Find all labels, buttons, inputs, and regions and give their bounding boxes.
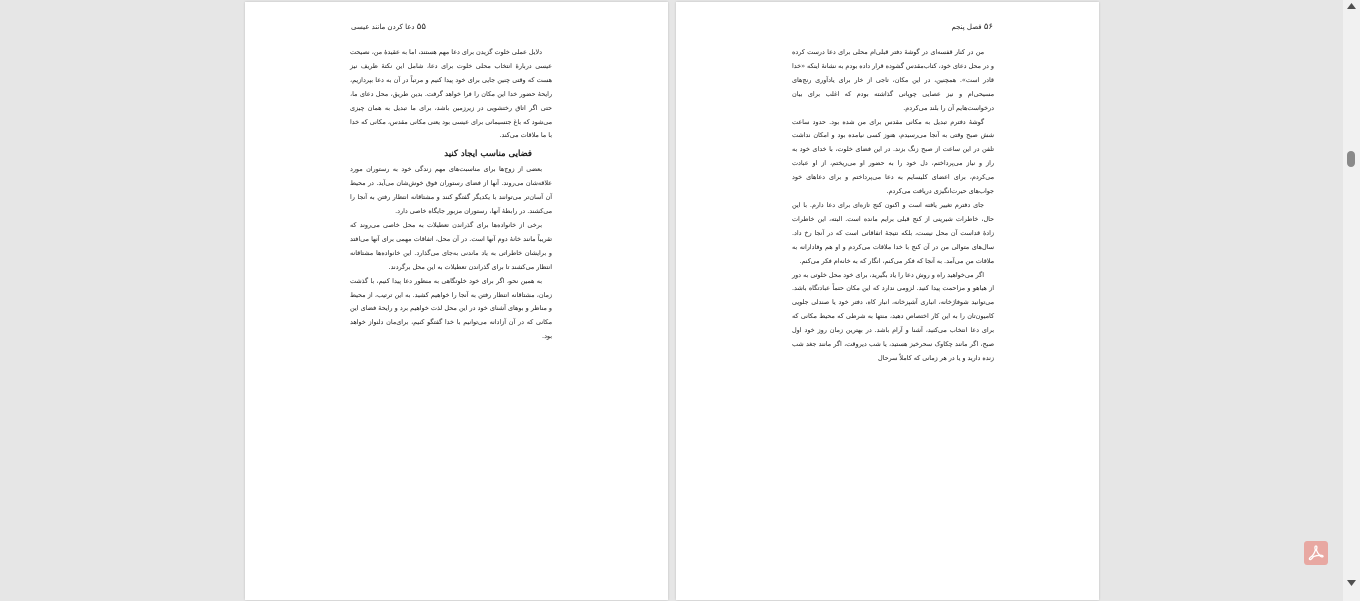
paragraph: بعضی از زوج‌ها برای مناسبت‌های مهم زندگی خود به رستوران مورد علاقه‌شان می‌روند. آنها از فضای رستوران فوق خوش‌شان می‌آید. در محیط آن آسان‌تر می‌توانند با یکدیگر گفتگو کنند و مشتاقانه انتظار رفتن به آنجا را می‌کشند. در رابطهٔ آنها، رستوران مزبور جایگاه خاصی دارد. [350, 165, 552, 216]
chevron-up-icon [1347, 3, 1356, 9]
paragraph: گوشهٔ دفترم تبدیل به مکانی مقدس برای من شده بود. حدود ساعت شش صبح وقتی به آنجا می‌رسیدم، هنوز کسی نیامده بود و امکان نداشت تلفن در این ساعت از صبح زنگ بزند. در این فضای خلوت، با خدای خود به راز و نیاز می‌پرداختم، دل خود را به حضور او می‌ریختم، از او عبادت می‌کردم، برای اعضای کلیسایم به دعا می‌پرداختم و برای دعاهای خود جواب‌های حیرت‌انگیزی دریافت می‌کردم. [792, 117, 994, 196]
page-55 [245, 2, 668, 600]
paragraph: اگر می‌خواهید راه و روش دعا را یاد بگیرید، برای خود محل خلوتی به دور از هیاهو و مزاحمت پیدا کنید. لزومی ندارد که این مکان حتماً عبادتگاه باشد. می‌توانید شوفاژخانه، انباری آشپزخانه، انبار کاه، دفتر خود یا صندلی جلویی کامیون‌تان را به این کار اختصاص دهید، منتها به شرطی که محیط مکانی که برای دعا انتخاب می‌کنید، آشنا و آرام باشد. در بهترین زمان روز خود اول صبح، اگر مانند چکاوک سحرخیز هستید، یا شب دیروقت، اگر مانند جغد شب زنده دارید و یا در هر زمانی که کاملاً سرحال [792, 270, 994, 362]
chevron-down-icon [1347, 580, 1356, 586]
page-56 [676, 2, 1099, 600]
running-title: فصل پنجم [951, 23, 982, 31]
paragraph: دلایل عملی خلوت گزیدن برای دعا مهم هستند، اما به عقیدهٔ من، نصیحت عیسی دربارهٔ انتخاب محلی خلوت برای دعا، شامل این نکتهٔ ظریف نیز هست که وقتی چنین جایی برای خود پیدا کنیم و مرتباً در آن به دعا بپردازیم، رایحهٔ حضور خدا این مکان را فرا خواهد گرفت. بدین طریق، محل دعای ما، حتی اگر اتاق رختشویی در زیرزمین باشد، برای ما تبدیل به همان چیزی می‌شود که باغ جتسیمانی برای عیسی بود یعنی مکانی مقدس، مکانی که خدا با ما ملاقات می‌کند. [350, 48, 552, 140]
scroll-down-button[interactable] [1343, 577, 1360, 591]
paragraph: من در کنار قفسه‌ای در گوشهٔ دفتر قبلی‌ام محلی برای دعا درست کرده و در محل دعای خود، کتاب‌مقدس گشوده قرار داده بودم به نشانهٔ اینکه «خدا قادر است». همچنین، در این مکان، تاجی از خار برای یادآوری رنج‌های مسیحی‌ام و نیز عصایی چوپانی گذاشته بودم که اغلب برای بیان درخواست‌هایم آن را بلند می‌کردم. [792, 48, 994, 112]
pdf-button[interactable] [1304, 541, 1328, 565]
pdf-icon [1307, 544, 1325, 562]
paragraph: به همین نحو، اگر برای خود خلوتگاهی به منظور دعا پیدا کنیم، با گذشت زمان، مشتاقانه انتظار رفتن به آنجا را خواهیم کشید. به این ترتیب، از محیط و مناظر و بوهای آشنای خود در این محل لذت خواهیم برد و رایحهٔ فضای این مکانی که در آن آزادانه می‌توانیم با خدا گفتگو کنیم، برای‌مان دلنواز خواهد بود. [350, 276, 552, 341]
page-body [350, 46, 552, 344]
section-heading: فضایی مناسب ایجاد کنید [444, 149, 532, 160]
running-title: دعا کردن مانند عیسی [351, 23, 415, 31]
page-number: ۵۶ [983, 22, 993, 32]
paragraph: برخی از خانواده‌ها برای گذراندن تعطیلات به محل خاصی می‌روند که تقریباً مانند خانهٔ دوم آنها است. در آن محل، اتفاقات مهمی برای آنها می‌افتد و برایشان خاطراتی به یاد ماندنی به‌جای می‌گذارد. این خانواده‌ها مشتاقانه انتظار می‌کشند تا برای گذراندن تعطیلات به این محل برگردند. [350, 220, 552, 271]
page-number: ۵۵ [416, 22, 426, 32]
vertical-scrollbar[interactable] [1343, 0, 1360, 601]
page-header [351, 22, 551, 32]
scrollbar-thumb[interactable] [1347, 151, 1355, 167]
page-header [793, 22, 993, 32]
page-body [792, 46, 994, 366]
paragraph: جای دفترم تغییر یافته است و اکنون کنج تازه‌ای برای دعا دارم. با این حال، خاطرات شیرینی از کنج قبلی برایم مانده است. البته، این خاطرات زادهٔ قداست آن محل نیست، بلکه نتیجهٔ اتفاقاتی است که در آنجا رخ داد. سال‌های متوالی من در آن کنج با خدا ملاقات می‌کردم و او هم وفادارانه به ملاقات من می‌آمد. به آنجا که فکر می‌کنم، انگار که به خانه‌ام فکر می‌کنم. [792, 200, 994, 265]
scroll-up-button[interactable] [1343, 0, 1360, 14]
